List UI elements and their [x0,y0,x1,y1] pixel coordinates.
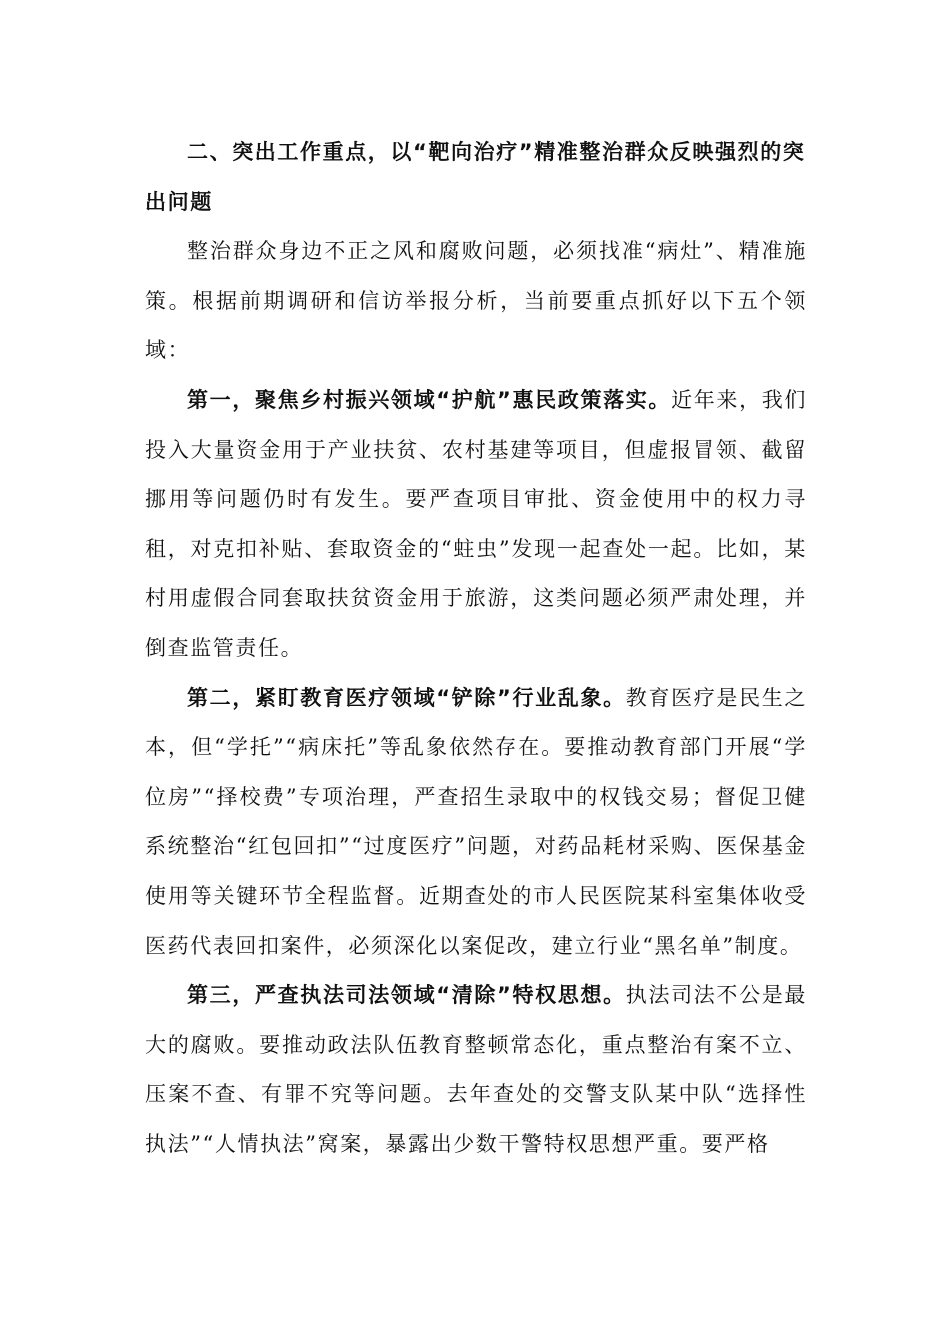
paragraph-lead: 第二，紧盯教育医疗领域“铲除”行业乱象。 [187,685,626,710]
document-body [145,128,807,1169]
paragraph-body: 近年来，我们投入大量资金用于产业扶贫、农村基建等项目，但虚报冒领、截留挪用等问题仍时有发生。要严查项目审批、资金使用中的权力寻租，对克扣补贴、套取资金的“蛀虫”发现一起查处一起。比如，某村用虚假合同套取扶贫资金用于旅游，这类问题必须严肃处理，并倒查监管责任。 [145,387,807,660]
paragraph-body: 执法司法不公是最大的腐败。要推动政法队伍教育整顿常态化，重点整治有案不立、压案不查、有罪不究等问题。去年查处的交警支队某中队“选择性执法”“人情执法”窝案，暴露出少数干警特权思想严重。要严格 [145,983,807,1156]
paragraph-law-enforcement [145,971,807,1169]
paragraph-lead: 第三，严查执法司法领域“清除”特权思想。 [187,983,626,1008]
paragraph-lead: 第一，聚焦乡村振兴领域“护航”惠民政策落实。 [187,387,672,412]
section-heading: 二、突出工作重点，以“靶向治疗”精准整治群众反映强烈的突出问题 [145,140,806,214]
intro-paragraph: 整治群众身边不正之风和腐败问题，必须找准“病灶”、精准施策。根据前期调研和信访举报分析，当前要重点抓好以下五个领域： [145,239,807,363]
paragraph-education-medical [145,674,807,972]
paragraph-rural-revitalization [145,376,807,674]
paragraph-body: 教育医疗是民生之本，但“学托”“病床托”等乱象依然存在。要推动教育部门开展“学位房”“择校费”专项治理，严查招生录取中的权钱交易；督促卫健系统整治“红包回扣”“过度医疗”问题，对药品耗材采购、医保基金使用等关键环节全程监督。近期查处的市人民医院某科室集体收受医药代表回扣案件，必须深化以案促改，建立行业“黑名单”制度。 [145,685,807,958]
